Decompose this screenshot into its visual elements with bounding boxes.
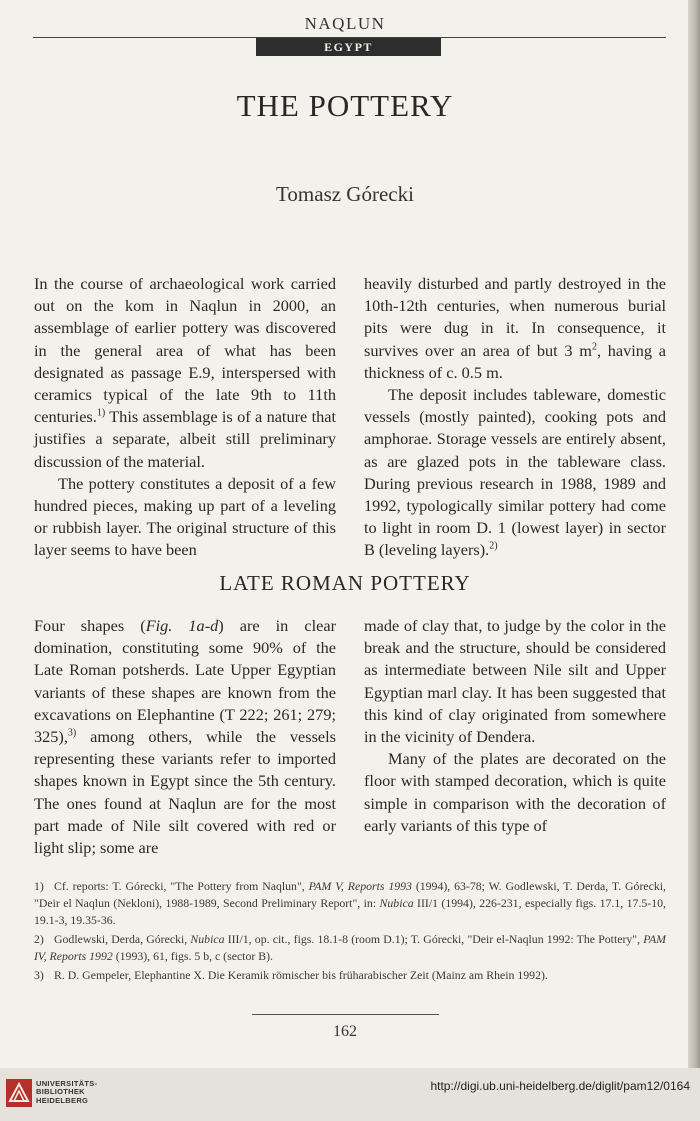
footnote-italic: Nubica (190, 932, 225, 946)
paragraph-text: This assemblage is of a nature that justifies a separate, albeit still preliminary discussion of the material. (34, 407, 336, 471)
paragraph (364, 273, 666, 384)
footnote-italic: PAM V, Reports 1993 (308, 879, 412, 893)
footnote-text: (1993), 61, figs. 5 b, c (sector B). (112, 949, 273, 963)
viewer-footer (0, 1068, 700, 1121)
footnote-number: 3) (34, 968, 44, 982)
paragraph: made of clay that, to judge by the color in the break and the structure, should be considered as intermediate between Nile silt and Upper Egyptian marl clay. It has been suggested that this kind of clay originated from somewhere in the vicinity of Dendera. (364, 616, 666, 747)
footnote (34, 967, 666, 984)
paragraph-text: heavily disturbed and partly destroyed in the 10th-12th centuries, when numerous burial pits were dug in it. In consequence, it survives over an area of but 3 m (364, 274, 666, 360)
paragraph-text: , having a thickness of c. 0.5 m. (364, 340, 667, 382)
section-column-left (34, 615, 336, 859)
page-number: 162 (333, 1023, 357, 1040)
paragraph-text: among others, while the vessels representing these variants refer to imported shapes known in Egypt since the 5th century. The ones found at Naqlun are for the most part made of Nile silt covered with red or light slip; some are (34, 727, 336, 858)
source-url-link[interactable]: http://digi.ub.uni-heidelberg.de/diglit/pam12/0164 (430, 1079, 690, 1093)
footnote-text: (1994), 63-78; W. Godlewski, T. Derda, T. Górecki, "Deir el Naqlun (Nekloni), 1988-1989, Second Preliminary Report", in: (34, 879, 666, 910)
footnote-italic: Nubica (379, 896, 414, 910)
paragraph (34, 273, 336, 473)
footnote-ref[interactable]: 3) (67, 727, 77, 739)
section-column-right (364, 615, 666, 837)
paragraph-text: Four shapes ( (34, 616, 146, 635)
page-edge (688, 0, 700, 1068)
footnote (34, 878, 666, 929)
library-logo-icon (6, 1079, 32, 1107)
intro-column-right (364, 273, 666, 562)
footnote-number: 1) (34, 879, 44, 893)
library-name-line: HEIDELBERG (36, 1095, 89, 1105)
section-heading: LATE ROMAN POTTERY (219, 571, 471, 595)
article-author: Tomasz Górecki (276, 182, 414, 206)
footer-rule (252, 1014, 439, 1015)
footnote (34, 931, 666, 965)
paragraph: Many of the plates are decorated on the floor with stamped decoration, which is quite simple in comparison with the decoration of early variants of this type of (364, 749, 666, 835)
footnote-text: R. D. Gempeler, Elephantine X. Die Keramik römischer bis früharabischer Zeit (Mainz am Rhein 1992). (54, 968, 548, 982)
superscript: 2 (591, 341, 597, 353)
paragraph-text: ) are in clear domination, constituting some 90% of the Late Roman potsherds. Late Upper Egyptian variants of these shapes are known from the excavations on Elephantine (T 222; 261; 279; 325), (34, 616, 336, 747)
paragraph-text: In the course of archaeological work carried out on the kom in Naqlun in 2000, an assemblage of earlier pottery was discovered in the general area of what has been designated as passage E.9, interspersed with ceramics typical of the late 9th to 11th centuries. (34, 274, 336, 427)
footnote-ref[interactable]: 2) (489, 541, 498, 553)
footnote-text: III/1, op. cit., figs. 18.1-8 (room D.1); T. Górecki, "Deir el-Naqlun 1992: The Pottery", (224, 932, 644, 946)
figure-ref[interactable]: Fig. 1a-d (145, 616, 219, 635)
paragraph-text: The deposit includes tableware, domestic vessels (mostly painted), cooking pots and amphorae. Storage vessels are entirely absent, as are glazed pots in the tableware class. During previous research in 1988, 1989 and 1992, typologically similar pottery had come to light in room D. 1 (lowest layer) in sector B (leveling layers). (364, 385, 666, 560)
footnote-text: Cf. reports: T. Górecki, "The Pottery from Naqlun", (54, 879, 309, 893)
footnote-number: 2) (34, 932, 44, 946)
paragraph: The pottery constitutes a deposit of a few hundred pieces, making up part of a leveling or rubbish layer. The original structure of this layer seems to have been (34, 473, 336, 560)
footnote-text: Godlewski, Derda, Górecki, (54, 932, 191, 946)
library-name (36, 1080, 97, 1105)
article-title: THE POTTERY (236, 88, 454, 123)
footnotes (34, 878, 666, 986)
region-label: EGYPT (256, 38, 441, 56)
library-name-line: UNIVERSITÄTS- (36, 1079, 98, 1088)
paragraph (34, 615, 336, 859)
library-name-line: BIBLIOTHEK (36, 1087, 85, 1097)
intro-column-left (34, 273, 336, 562)
footnote-text: III/1 (1994), 226-231, especially figs. 17.1, 17.5-10, 19.1-3, 19.35-36. (34, 896, 666, 927)
paragraph (364, 384, 666, 562)
running-head: NAQLUN (304, 14, 386, 33)
footnote-italic: PAM IV, Reports 1992 (34, 932, 666, 963)
footnote-ref[interactable]: 1) (96, 407, 106, 419)
